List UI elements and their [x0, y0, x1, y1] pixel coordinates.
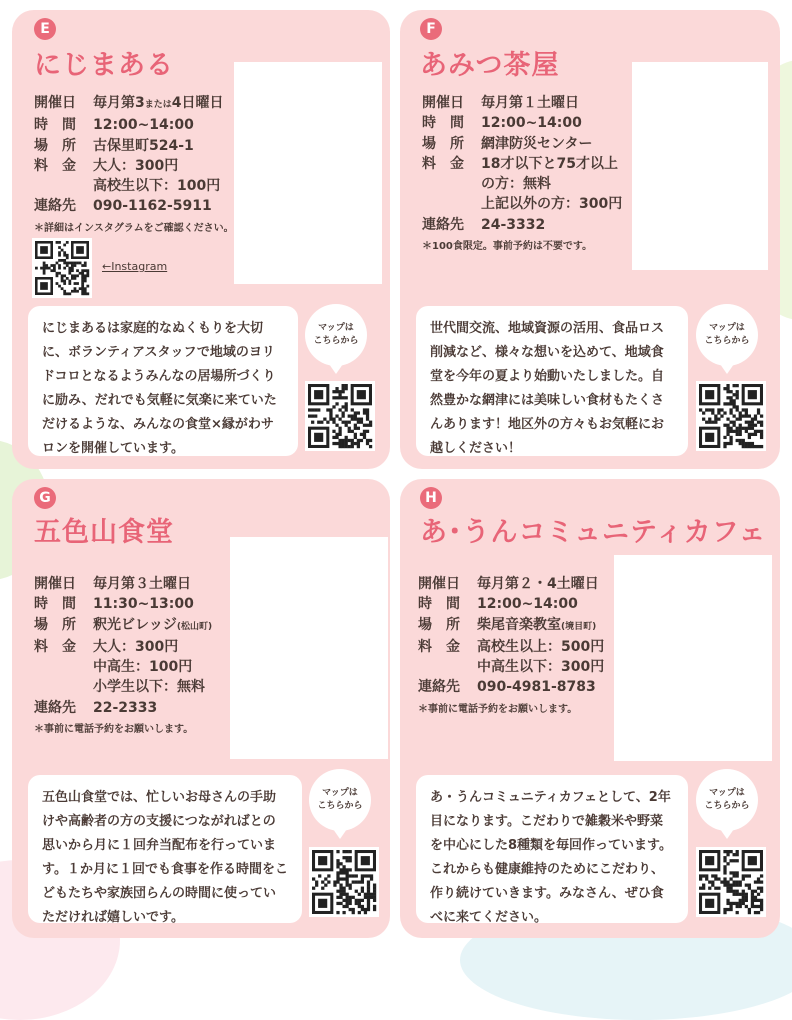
map-qr-code[interactable] [696, 381, 766, 451]
card-note: ＊100食限定。事前予約は不要です。 [422, 241, 593, 253]
card-note: ＊事前に電話予約をお願いします。 [418, 703, 578, 715]
qr-pattern [696, 847, 766, 917]
card-letter-badge: G [34, 487, 56, 509]
map-bubble: マップは こちらから [309, 769, 371, 831]
photo-placeholder [230, 537, 388, 759]
info-block: 開催日 毎月第３土曜日 時 間 11:30~13:00 場 所 釈光ビレッジ(松山町) 料 金 大人：300円 中高生：100円 小学生以下：無料 連絡先 22-2333 ＊事前に電話予約をお願いします。 [34, 574, 212, 740]
card-letter-badge: H [420, 487, 442, 509]
card-letter-badge: F [420, 18, 442, 40]
qr-pattern [305, 381, 375, 451]
card-description: あ・うんコミュニティカフェとして、2年目になります。こだわりで雑穀米や野菜を中心にした8種類を毎回作っています。これからも健康維持のためにこだわり、作り続けていきます。みなさん、ぜひ食べに来てください。 [416, 775, 688, 923]
card-title: にじまある [34, 50, 174, 81]
card-aun-community-cafe [400, 479, 780, 938]
map-qr-code[interactable] [696, 847, 766, 917]
photo-placeholder [614, 555, 772, 761]
card-title: 五色山食堂 [34, 517, 174, 548]
card-letter-badge: E [34, 18, 56, 40]
card-nijimaaru [12, 10, 390, 469]
card-goshikiyama-shokudo [12, 479, 390, 938]
instagram-qr-code[interactable] [32, 238, 92, 298]
qr-pattern [309, 847, 379, 917]
card-amitsu-chaya [400, 10, 780, 469]
map-bubble: マップは こちらから [305, 304, 367, 366]
card-description: にじまあるは家庭的なぬくもりを大切に、ボランティアスタッフで地域のヨリドコロとなるようみんなの居場所づくりに励み、だれでも気軽に気楽に来ていただけるような、みんなの食堂×縁がわサロンを開催しています。 [28, 306, 298, 456]
map-bubble: マップは こちらから [696, 304, 758, 366]
card-description: 世代間交流、地域資源の活用、食品ロス削減など、様々な想いを込めて、地域食堂を今年の夏より始動いたしました。自然豊かな網津には美味しい食材もたくさんあります！地区外の方々もお気軽にお越しください！ [416, 306, 688, 456]
card-title: あ･うんコミュニティカフェ [420, 517, 767, 548]
card-description: 五色山食堂では、忙しいお母さんの手助けや高齢者の方の支援につながればとの思いから月に１回弁当配布を行っています。１か月に１回でも食事を作る時間をこどもたちや家族団らんの時間に使っていただければ嬉しいです。 [28, 775, 302, 923]
qr-pattern [32, 238, 92, 298]
card-title: あみつ茶屋 [420, 50, 560, 81]
map-qr-code[interactable] [305, 381, 375, 451]
map-qr-code[interactable] [309, 847, 379, 917]
photo-placeholder [234, 62, 382, 284]
photo-placeholder [632, 62, 768, 270]
instagram-link[interactable]: ←Instagram [102, 260, 168, 273]
map-bubble: マップは こちらから [696, 769, 758, 831]
info-block: 開催日 毎月第１土曜日 時 間 12:00~14:00 場 所 網津防災センター 料 金 18才以下と75才以上 の方：無料 上記以外の方：300円 連絡先 24-3332 ＊100食限定。事前予約は不要です。 [422, 93, 622, 257]
card-note: ＊事前に電話予約をお願いします。 [34, 724, 194, 736]
info-block: 開催日 毎月第3または4日曜日 時 間 12:00~14:00 場 所 古保里町524-1 料 金 大人：300円 高校生以下：100円 連絡先 090-1162-5911 ＊詳細はインスタグラムをご確認ください。 [34, 93, 234, 239]
card-note: ＊詳細はインスタグラムをご確認ください。 [34, 222, 234, 234]
info-block: 開催日 毎月第２・4土曜日 時 間 12:00~14:00 場 所 柴尾音楽教室(境目町) 料 金 高校生以上：500円 中高生以下：300円 連絡先 090-4981-8783 ＊事前に電話予約をお願いします。 [418, 574, 604, 720]
qr-pattern [696, 381, 766, 451]
